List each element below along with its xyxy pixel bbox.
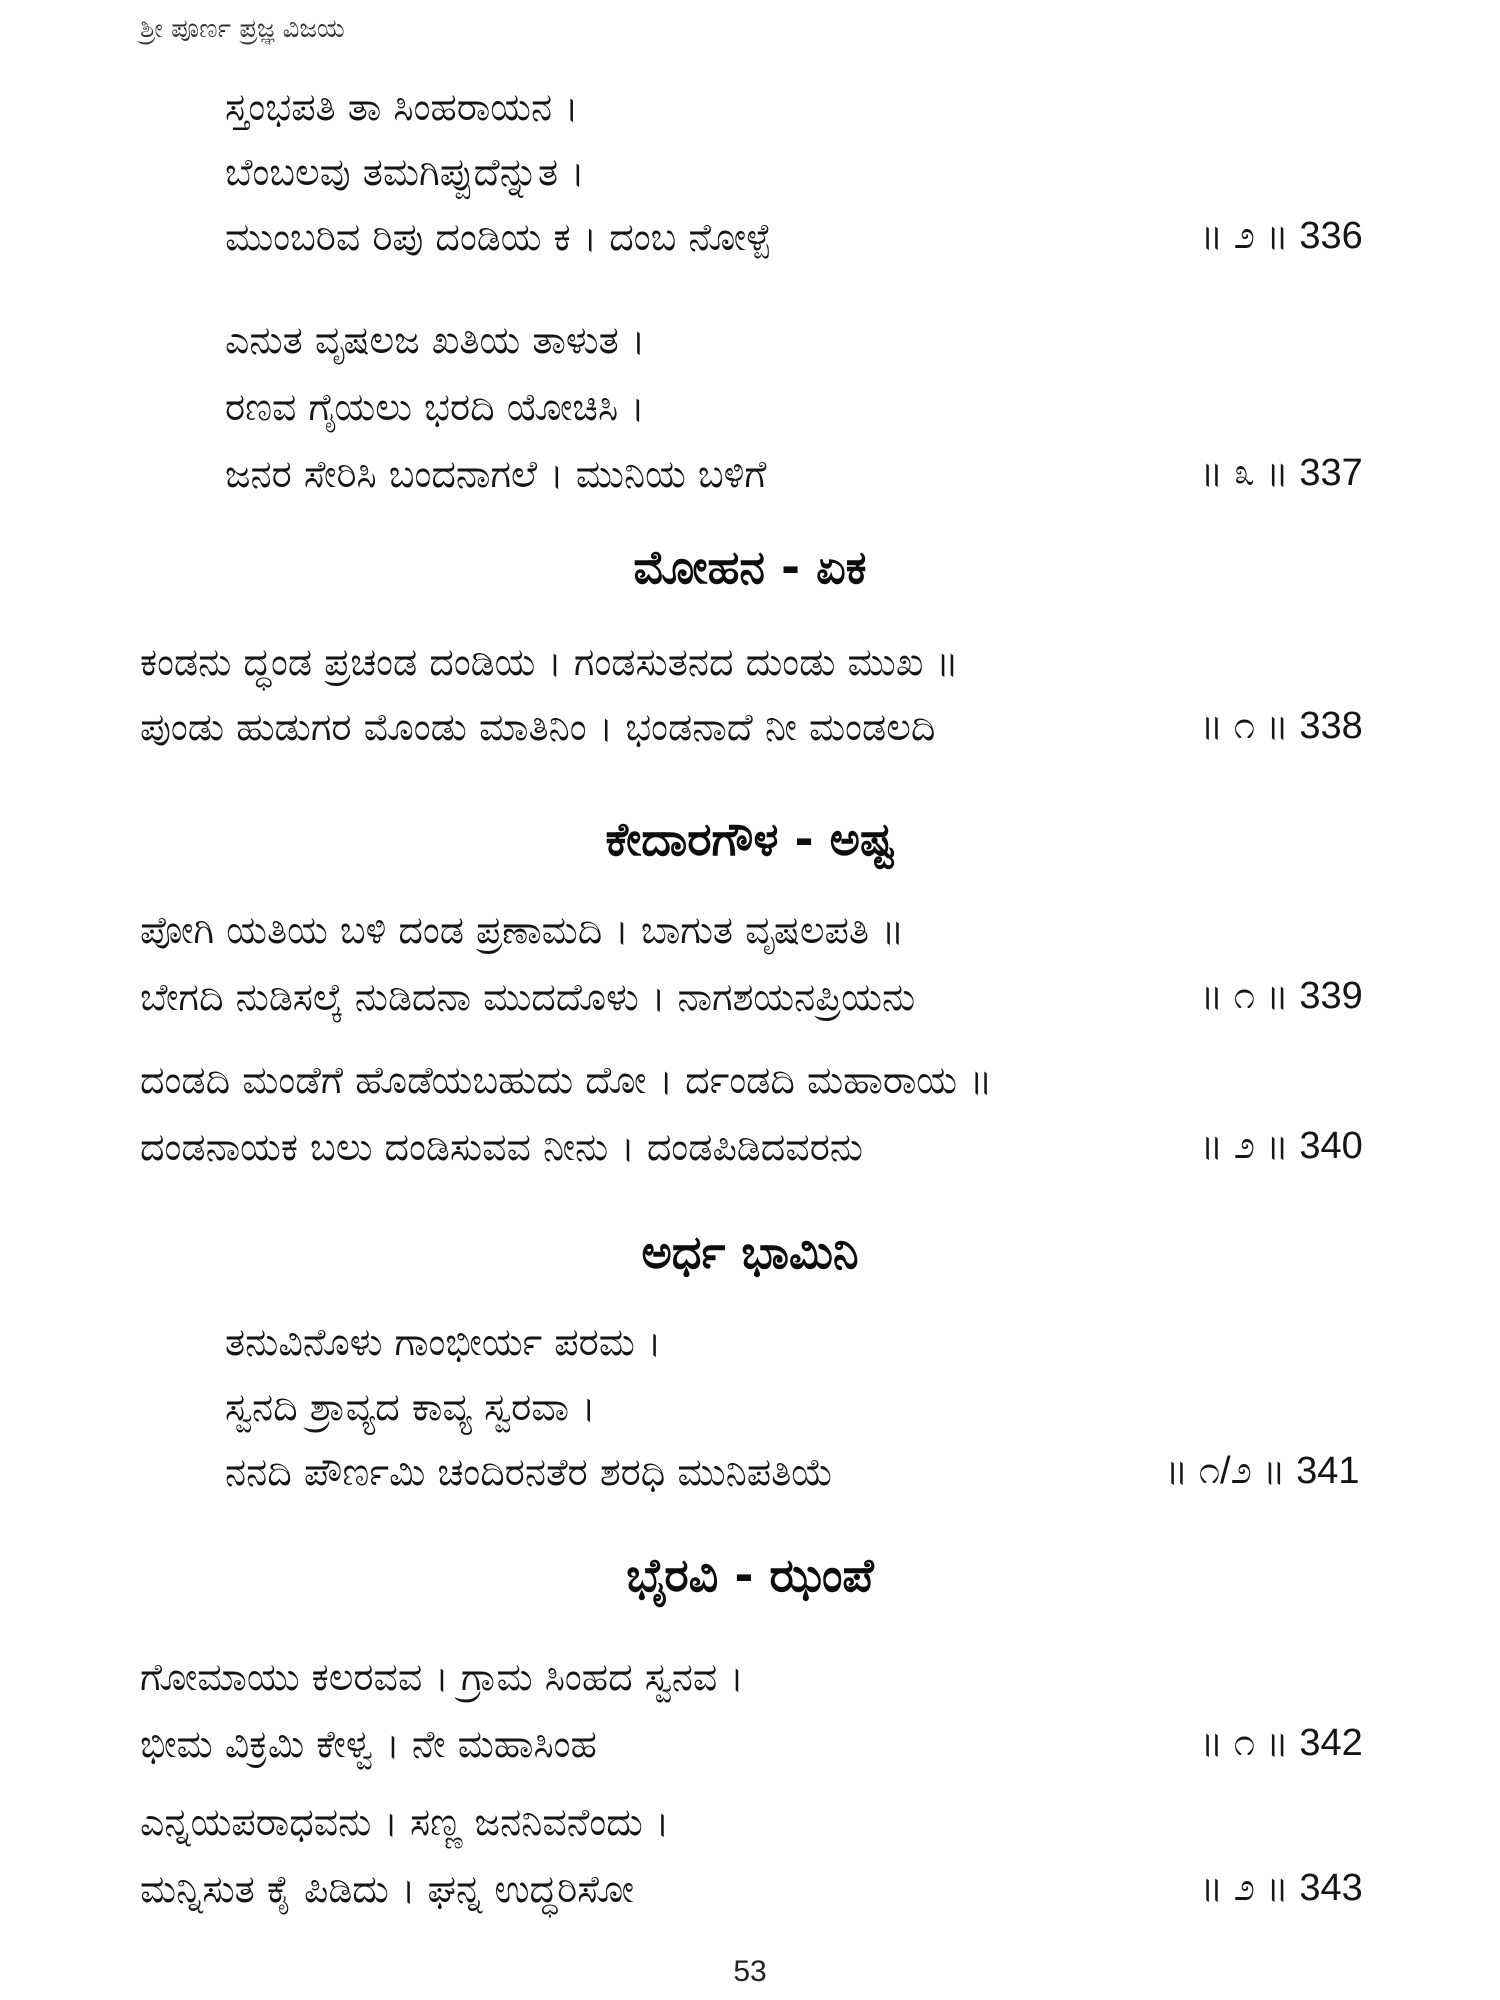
verse-339-line-2: ಬೇಗದಿ ನುಡಿಸಲ್ಕೆ ನುಡಿದನಾ ಮುದದೊಳು । ನಾಗಶಯನಪ್ರಿಯನು xyxy=(140,975,916,1019)
verse-343-line-1: ಎನ್ನಯಪರಾಧವನು । ಸಣ್ಣ ಜನನಿವನೆಂದು । xyxy=(140,1800,670,1844)
verse-343-number: ॥ ೨ ॥ 343 xyxy=(1200,1867,1363,1909)
verse-341-line-3: ನನದಿ ಪೌರ್ಣಮಿ ಚಂದಿರನತೆರ ಶರಧಿ ಮುನಿಪತಿಯೆ xyxy=(225,1450,834,1494)
verse-341-number: ॥ ೧/೨ ॥ 341 xyxy=(1165,1450,1360,1492)
section-heading-kedaragaula: ಕೇದಾರಗೌಳ - ಅಷ್ಟ xyxy=(605,812,895,866)
verse-336-line-2: ಬೆಂಬಲವು ತಮಗಿಪ್ಪುದೆನ್ನುತ । xyxy=(225,150,585,194)
verse-336-line-3: ಮುಂಬರಿವ ರಿಪು ದಂಡಿಯ ಕ । ದಂಬ ನೋಳ್ಪೆ xyxy=(225,215,772,259)
verse-338-number: ॥ ೧ ॥ 338 xyxy=(1200,705,1363,747)
verse-342-number: ॥ ೧ ॥ 342 xyxy=(1200,1722,1363,1764)
verse-337-line-2: ರಣವ ಗೈಯಲು ಭರದಿ ಯೋಚಿಸಿ । xyxy=(225,385,645,429)
verse-337-number: ॥ ೩ ॥ 337 xyxy=(1200,452,1363,494)
section-heading-mohana: ಮೋಹನ - ಏಕ xyxy=(633,540,867,594)
verse-341-line-1: ತನುವಿನೊಳು ಗಾಂಭೀರ್ಯ ಪರಮ । xyxy=(225,1320,662,1364)
verse-341-line-2: ಸ್ವನದಿ ಶ್ರಾವ್ಯದ ಕಾವ್ಯ ಸ್ವರವಾ । xyxy=(225,1385,596,1429)
verse-340-line-1: ದಂಡದಿ ಮಂಡೆಗೆ ಹೊಡೆಯಬಹುದು ದೋ । ರ್ದಂಡದಿ ಮಹಾರಾಯ ॥ xyxy=(140,1058,993,1102)
verse-342-line-2: ಭೀಮ ವಿಕ್ರಮಿ ಕೇಳ್ವ । ನೇ ಮಹಾಸಿಂಹ xyxy=(140,1722,597,1766)
verse-336-line-1: ಸ್ತಂಭಪತಿ ತಾ ಸಿಂಹರಾಯನ । xyxy=(225,85,579,129)
verse-339-number: ॥ ೧ ॥ 339 xyxy=(1200,975,1363,1017)
verse-337-line-1: ಎನುತ ವೃಷಲಜ ಖತಿಯ ತಾಳುತ । xyxy=(225,318,646,362)
section-heading-bhairavi: ಭೈರವಿ - ಝಂಪೆ xyxy=(626,1548,874,1602)
page-number: 53 xyxy=(733,1955,767,1988)
verse-340-line-2: ದಂಡನಾಯಕ ಬಲು ದಂಡಿಸುವವ ನೀನು । ದಂಡಪಿಡಿದವರನು xyxy=(140,1125,864,1169)
section-heading-ardha-bhamini: ಅರ್ಧ ಭಾಮಿನಿ xyxy=(641,1225,859,1279)
verse-340-number: ॥ ೨ ॥ 340 xyxy=(1200,1125,1363,1167)
verse-342-line-1: ಗೋಮಾಯು ಕಲರವವ । ಗ್ರಾಮ ಸಿಂಹದ ಸ್ವನವ । xyxy=(140,1655,744,1699)
verse-343-line-2: ಮನ್ನಿಸುತ ಕೈ ಪಿಡಿದು । ಘನ್ನ ಉದ್ಧರಿಸೋ xyxy=(140,1867,635,1911)
verse-336-number: ॥ ೨ ॥ 336 xyxy=(1200,215,1363,257)
verse-337-line-3: ಜನರ ಸೇರಿಸಿ ಬಂದನಾಗಲೆ । ಮುನಿಯ ಬಳಿಗೆ xyxy=(225,452,767,496)
verse-338-line-2: ಪುಂಡು ಹುಡುಗರ ಮೊಂಡು ಮಾತಿನಿಂ । ಭಂಡನಾದೆ ನೀ ಮಂಡಲದಿ xyxy=(140,705,936,749)
running-header: ಶ್ರೀ ಪೂರ್ಣ ಪ್ರಜ್ಞ ವಿಜಯ xyxy=(140,14,345,44)
verse-339-line-1: ಪೋಗಿ ಯತಿಯ ಬಳಿ ದಂಡ ಪ್ರಣಾಮದಿ । ಬಾಗುತ ವೃಷಲಪತಿ ॥ xyxy=(140,908,905,952)
verse-338-line-1: ಕಂಡನು ದ್ಧಂಡ ಪ್ರಚಂಡ ದಂಡಿಯ । ಗಂಡಸುತನದ ದುಂಡು ಮುಖ ॥ xyxy=(140,640,959,684)
